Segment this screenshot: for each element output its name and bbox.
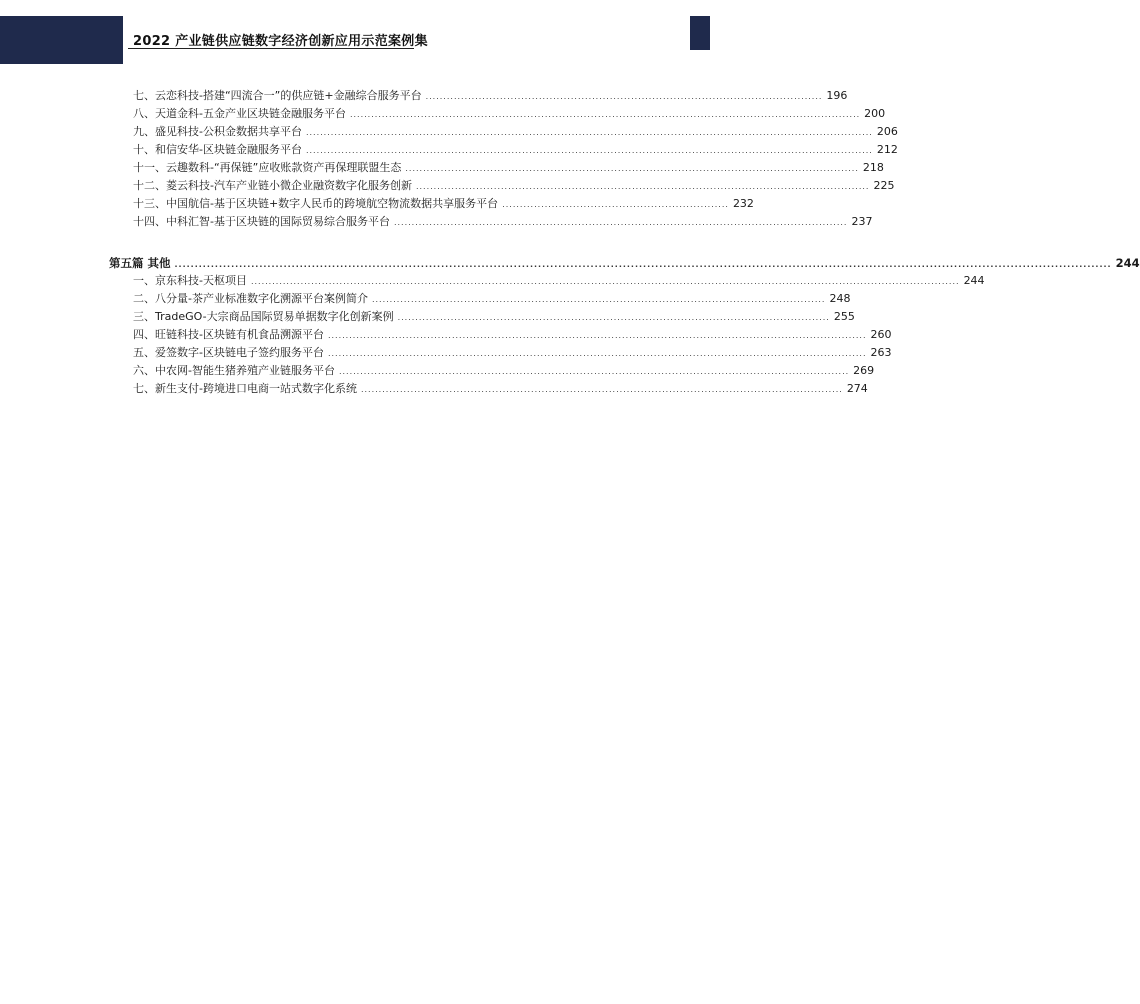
- toc-entry[interactable]: [133, 310, 855, 325]
- toc-leader-dots: ................................................................................................................................................................: [305, 146, 873, 155]
- toc-leader-dots: ................................................................: [502, 200, 729, 209]
- toc-entry-label: 一、京东科技-天枢项目: [133, 274, 247, 287]
- toc-entry[interactable]: [133, 382, 868, 397]
- toc-entry-label: 十、和信安华-区块链金融服务平台: [133, 143, 302, 156]
- toc-part-label: 第五篇 其他: [109, 256, 171, 270]
- toc-entry-page: 225: [873, 179, 895, 192]
- toc-entry-label: 五、爱签数字-区块链电子签约服务平台: [133, 346, 324, 359]
- toc-entry-page: 263: [870, 346, 892, 359]
- toc-entry-page: 244: [963, 274, 985, 287]
- toc-leader-dots: ................................................................................................................................................: [349, 110, 861, 119]
- toc-entry[interactable]: [133, 89, 848, 104]
- toc-entry[interactable]: [133, 161, 884, 176]
- toc-entry-label: 七、新生支付-跨境进口电商一站式数字化系统: [133, 382, 357, 395]
- toc-leader-dots: ........................................................................................................................................: [360, 385, 843, 394]
- toc-entry-label: 七、云恋科技-搭建“四流合一”的供应链+金融综合服务平台: [133, 89, 422, 102]
- toc-entry[interactable]: [133, 346, 892, 361]
- header-underline: [128, 48, 414, 49]
- toc-entry-page: 260: [870, 328, 892, 341]
- toc-entry-page: 200: [864, 107, 886, 120]
- toc-entry[interactable]: [133, 215, 873, 230]
- header-color-block: [0, 16, 123, 64]
- toc-entry-page: 237: [851, 215, 873, 228]
- toc-entry-page: 248: [829, 292, 851, 305]
- toc-leader-dots: ................................................................................................................................: [393, 218, 848, 227]
- corner-tab: [690, 16, 710, 50]
- toc-entry[interactable]: [133, 274, 985, 289]
- toc-leader-dots: ................................................................................................................................................: [338, 367, 850, 376]
- toc-leader-dots: ........................................................................................................................................................................................................................................: [174, 260, 1112, 269]
- toc-entry[interactable]: [133, 125, 898, 140]
- toc-entry-label: 十四、中科汇智-基于区块链的国际贸易综合服务平台: [133, 215, 390, 228]
- toc-leader-dots: ..........................................................................................................................: [397, 313, 830, 322]
- toc-entry-page: 269: [853, 364, 875, 377]
- toc-entry-label: 二、八分量-茶产业标准数字化溯源平台案例简介: [133, 292, 368, 305]
- toc-entry-page: 212: [876, 143, 898, 156]
- toc-entry-label: 三、TradeGO-大宗商品国际贸易单据数字化创新案例: [133, 310, 394, 323]
- toc-entry-page: 218: [862, 161, 884, 174]
- toc-entry-label: 八、天道金科-五金产业区块链金融服务平台: [133, 107, 346, 120]
- toc-entry-label: 九、盛见科技-公积金数据共享平台: [133, 125, 302, 138]
- toc-leader-dots: ................................................................................................................................................................: [305, 128, 873, 137]
- toc-leader-dots: ........................................................................................................................................................: [327, 349, 867, 358]
- toc-entry-page: 274: [846, 382, 868, 395]
- toc-leader-dots: ........................................................................................................................................................: [327, 331, 867, 340]
- toc-leader-dots: ........................................................................................................................................................................................................: [250, 277, 960, 286]
- toc-entry[interactable]: [133, 197, 754, 212]
- toc-leader-dots: ................................................................................................................................: [405, 164, 859, 173]
- toc-entry-page: 206: [876, 125, 898, 138]
- page-header-title: 2022 产业链供应链数字经济创新应用示范案例集: [133, 34, 428, 49]
- toc-leader-dots: ................................................................................................................................: [415, 182, 870, 191]
- toc-entry-page: 196: [826, 89, 848, 102]
- toc-entry[interactable]: [133, 364, 875, 379]
- toc-entry[interactable]: [133, 328, 892, 343]
- toc-entry[interactable]: [133, 292, 851, 307]
- toc-entry[interactable]: [133, 107, 886, 122]
- toc-part-page: 244: [1115, 256, 1140, 270]
- toc-leader-dots: ................................................................................................................: [425, 92, 823, 101]
- toc-entry[interactable]: [133, 179, 895, 194]
- toc-entry-label: 十三、中国航信-基于区块链+数字人民币的跨境航空物流数据共享服务平台: [133, 197, 499, 210]
- toc-entry-label: 四、旺链科技-区块链有机食品溯源平台: [133, 328, 324, 341]
- toc-entry-label: 十一、云趣数科-“再保链”应收账款资产再保理联盟生态: [133, 161, 402, 174]
- toc-entry-page: 232: [732, 197, 754, 210]
- toc-entry-label: 十二、菱云科技-汽车产业链小微企业融资数字化服务创新: [133, 179, 412, 192]
- toc-entry-page: 255: [833, 310, 855, 323]
- toc-entry-label: 六、中农网-智能生猪养殖产业链服务平台: [133, 364, 335, 377]
- toc-leader-dots: ................................................................................................................................: [371, 295, 826, 304]
- toc-part-heading[interactable]: [109, 256, 1140, 272]
- toc-entry[interactable]: [133, 143, 898, 158]
